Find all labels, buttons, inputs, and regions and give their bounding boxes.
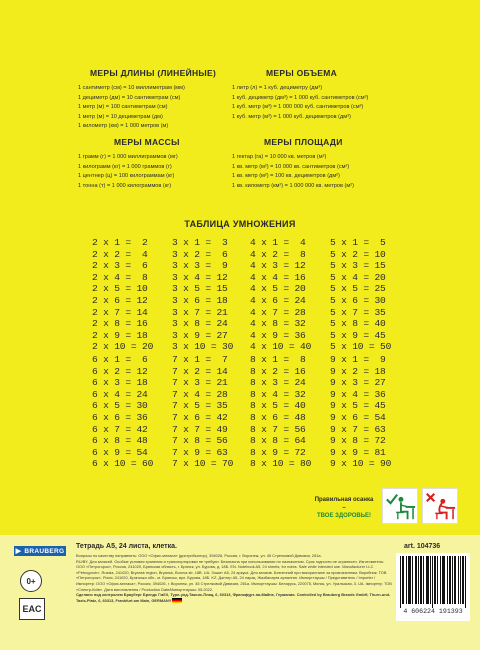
multiplication-row: 6 x 8 = 48 [92,435,148,447]
measures-area-title: МЕРЫ ПЛОЩАДИ [264,137,343,147]
measure-line: 1 куб. метр (м³) = 1 000 куб. дециметров (дм³) [232,113,351,120]
incorrect-posture-illustration [422,488,458,524]
measure-line: 1 центнер (ц) = 100 килограммам (кг) [78,173,175,180]
multiplication-row: 3 x 4 = 12 [172,271,228,283]
multiplication-row: 5 x 9 = 45 [330,329,386,341]
multiplication-row: 9 x 5 = 45 [330,400,386,412]
multiplication-row: 8 x 2 = 16 [250,365,306,377]
multiplication-row: 6 x 1 = 6 [92,354,148,365]
multiplication-row: 4 x 10 = 40 [250,341,312,353]
posture-label-text: Правильная осанка – [314,497,374,511]
multiplication-row: 5 x 1 = 5 [330,237,386,248]
multiplication-row: 2 x 3 = 6 [92,260,148,272]
multiplication-row: 5 x 7 = 35 [330,306,386,318]
multiplication-row: 8 x 3 = 24 [250,377,306,389]
multiplication-row: 3 x 8 = 24 [172,318,228,330]
measure-line: 1 литр (л) = 1 куб. дециметру (дм³) [232,85,323,91]
multiplication-row: 6 x 9 = 54 [92,446,148,458]
posture-caption [314,496,374,520]
multiplication-row: 5 x 5 = 25 [330,283,386,295]
multiplication-row: 3 x 6 = 18 [172,294,228,306]
multiplication-row: 9 x 9 = 81 [330,446,386,458]
fine-print-control-text: Сделано под контролем Брауберг Брендс ГмбХ, Турн-унд-Таксис-Плац, 6, 60313, Франкфурт-на-Майне, Германия. Controlled by Brauberg Brands GmbH, Thurn-und-Taxis-Platz, 6, 60313, Frankfurt am Main, [76,592,391,603]
measure-line: 1 метр (м) = 10 дециметрам (дм) [78,113,163,120]
multiplication-row: 4 x 1 = 4 [250,237,306,248]
multiplication-row: 7 x 3 = 21 [172,377,228,389]
multiplication-column [330,354,410,470]
check-icon [387,495,397,504]
multiplication-row: 7 x 8 = 56 [172,435,228,447]
multiplication-row: 7 x 2 = 14 [172,365,228,377]
multiplication-row: 5 x 3 = 15 [330,260,386,272]
multiplication-row: 4 x 9 = 36 [250,329,306,341]
multiplication-row: 2 x 2 = 4 [92,248,148,260]
multiplication-row: 5 x 10 = 50 [330,341,392,353]
multiplication-row: 5 x 4 = 20 [330,271,386,283]
measures-area [232,137,432,191]
barcode-digits: 4 606224 191393 [403,608,463,615]
multiplication-row: 3 x 3 = 9 [172,260,228,272]
multiplication-column [250,237,330,353]
multiplication-row: 3 x 2 = 6 [172,248,228,260]
measures-volume [232,68,432,122]
multiplication-row: 8 x 9 = 72 [250,446,306,458]
multiplication-row: 8 x 10 = 80 [250,458,312,470]
multiplication-column [92,354,172,470]
measures-volume-list [232,84,432,122]
multiplication-row: 2 x 5 = 10 [92,283,148,295]
multiplication-column [172,354,252,470]
multiplication-column [250,354,330,470]
correct-posture-illustration [382,488,418,524]
multiplication-row: 4 x 7 = 28 [250,306,306,318]
multiplication-row: 3 x 7 = 21 [172,306,228,318]
fine-print-details: RU/BY. Для записей. Особые условия хранения и транспортировки не требуют. Безопасна при использовании по назначению. Срок годности не ограничен. Изготовитель: ООО «Петрогорок», Россия, 241020, Брянская область, г. Брянск, ул. Бурова, д. 18Б. EN. Notebook A5, 24 sheets, for notes. Safe while intended use. Manufacturer LLC «Petrogorok», Russia, 241020, Bryansk region, Bryansk, Burova str, 18B. UA. Зошит А5, 24 аркуші. Для записів. Безпечний при використанні за призначенням. Виробник: ТОВ «Петрогорок», Росія, 241020, Брянська обл., м. Брянськ, вул. Бурова, 18Б. KZ. Дәптер А5, 24 парақ. Жазбаларға арналған. Импорттаушы / Представитель / Importer / Импортер: ООО «Офис-мпласа», Россия, 394026, г. Воронеж, ул. 45 Стрелковой Дивизии, 261а. Импорттаушы: Беларусь, 220075, Минск, ул. Уральская, 3. UA. Імпортер: ТОВ «Спектр-Київ». Дата виготовлення / Production Date/Импорттаушы: 05.2022. [76,558,392,592]
multiplication-column [172,237,252,353]
multiplication-row: 8 x 6 = 48 [250,411,306,423]
multiplication-row: 7 x 7 = 49 [172,423,228,435]
multiplication-row: 5 x 8 = 40 [330,318,386,330]
multiplication-row: 6 x 5 = 30 [92,400,148,412]
cross-icon [427,494,435,502]
multiplication-row: 6 x 3 = 18 [92,377,148,389]
multiplication-row: 4 x 5 = 20 [250,283,306,295]
age-rating-badge: 0+ [20,570,42,592]
multiplication-row: 6 x 10 = 60 [92,458,154,470]
multiplication-row: 6 x 2 = 12 [92,365,148,377]
brand-logo [14,546,66,556]
multiplication-row: 2 x 7 = 14 [92,306,148,318]
measure-line: 1 кв. километр (км²) = 1 000 000 кв. метров (м²) [232,182,354,189]
barcode-bars [400,556,466,608]
multiplication-row: 8 x 1 = 8 [250,354,306,365]
multiplication-row: 6 x 4 = 24 [92,388,148,400]
measure-line: 1 куб. метр (м³) = 1 000 000 куб. сантиметров (см³) [232,104,364,111]
fine-print-country: GERMANY [151,597,172,603]
measure-line: 1 килограмм (кг) = 1 000 граммов (г) [78,163,172,170]
germany-flag-icon [172,598,182,603]
multiplication-row: 9 x 10 = 90 [330,458,392,470]
multiplication-row: 3 x 5 = 15 [172,283,228,295]
measures-area-list [232,153,432,191]
measure-line: 1 гектар (га) = 10 000 кв. метров (м²) [232,154,327,160]
multiplication-row: 8 x 5 = 40 [250,400,306,412]
measure-line: 1 километр (км) = 1 000 метров (м) [78,123,169,130]
measure-line: 1 куб. дециметр (дм³) = 1 000 куб. сантиметров (см³) [232,94,369,101]
multiplication-row: 9 x 4 = 36 [330,388,386,400]
product-title: Тетрадь А5, 24 листа, клетка. [76,543,177,550]
multiplication-row: 4 x 3 = 12 [250,260,306,272]
multiplication-row: 7 x 5 = 35 [172,400,228,412]
multiplication-row: 9 x 8 = 72 [330,435,386,447]
multiplication-row: 2 x 6 = 12 [92,294,148,306]
multiplication-table-title: ТАБЛИЦА УМНОЖЕНИЯ [184,219,296,229]
measures-mass-title: МЕРЫ МАССЫ [114,137,180,147]
brand-name: BRAUBERG [24,547,65,555]
multiplication-row: 7 x 4 = 28 [172,388,228,400]
multiplication-row: 6 x 7 = 42 [92,423,148,435]
legal-fine-print [76,553,394,603]
multiplication-row: 4 x 6 = 24 [250,294,306,306]
measure-line: 1 сантиметр (см) = 10 миллиметрам (мм) [78,85,185,91]
fine-print-contact: Вопросы по качеству направлять: ООО «Офис-мпласа» (дистрибьютор), 394026, Россия, г. Воронеж, ул. 45 Стрелковой Дивизии, 261а. [76,553,322,558]
multiplication-row: 3 x 10 = 30 [172,341,234,353]
posture-slogan: ТВОЕ ЗДОРОВЬЕ! [316,513,372,519]
multiplication-row: 5 x 6 = 30 [330,294,386,306]
multiplication-row: 6 x 6 = 36 [92,411,148,423]
measure-line: 1 тонна (т) = 1 000 килограммов (кг) [78,182,172,189]
multiplication-row: 4 x 8 = 32 [250,318,306,330]
brand-mark-icon: ▶ [15,548,22,555]
multiplication-row: 4 x 2 = 8 [250,248,306,260]
multiplication-row: 2 x 8 = 16 [92,318,148,330]
multiplication-row: 2 x 10 = 20 [92,341,154,353]
multiplication-row: 2 x 4 = 8 [92,271,148,283]
multiplication-row: 8 x 7 = 56 [250,423,306,435]
multiplication-row: 8 x 8 = 64 [250,435,306,447]
measure-line: 1 кв. метр (м²) = 10 000 кв. сантиметров (см²) [232,163,350,170]
multiplication-row: 7 x 1 = 7 [172,354,228,365]
measure-line: 1 грамм (г) = 1 000 миллиграммов (мг) [78,154,178,160]
multiplication-row: 4 x 4 = 16 [250,271,306,283]
multiplication-row: 3 x 1 = 3 [172,237,228,248]
multiplication-row: 7 x 9 = 63 [172,446,228,458]
measure-line: 1 кв. метр (м²) = 100 кв. дециметров (дм²) [232,173,340,180]
multiplication-row: 7 x 10 = 70 [172,458,234,470]
multiplication-row: 9 x 2 = 18 [330,365,386,377]
multiplication-row: 9 x 6 = 54 [330,411,386,423]
measure-line: 1 дециметр (дм) = 10 сантиметрам (см) [78,94,181,101]
multiplication-row: 5 x 2 = 10 [330,248,386,260]
article-number: art. 104736 [404,543,441,550]
measure-line: 1 метр (м) = 100 сантиметрам (см) [78,104,168,111]
eac-conformity-mark: EAC [19,598,45,620]
multiplication-row: 7 x 6 = 42 [172,411,228,423]
multiplication-row: 3 x 9 = 27 [172,329,228,341]
fine-print-control [76,592,394,603]
multiplication-column [330,237,410,353]
multiplication-row: 9 x 3 = 27 [330,377,386,389]
measures-volume-title: МЕРЫ ОБЪЕМА [266,68,338,78]
multiplication-row: 8 x 4 = 32 [250,388,306,400]
measures-length-title: МЕРЫ ДЛИНЫ (ЛИНЕЙНЫЕ) [90,68,217,78]
multiplication-column [92,237,172,353]
multiplication-row: 9 x 1 = 9 [330,354,386,365]
multiplication-row: 2 x 9 = 18 [92,329,148,341]
multiplication-row: 2 x 1 = 2 [92,237,148,248]
multiplication-row: 9 x 7 = 63 [330,423,386,435]
barcode [396,553,470,621]
